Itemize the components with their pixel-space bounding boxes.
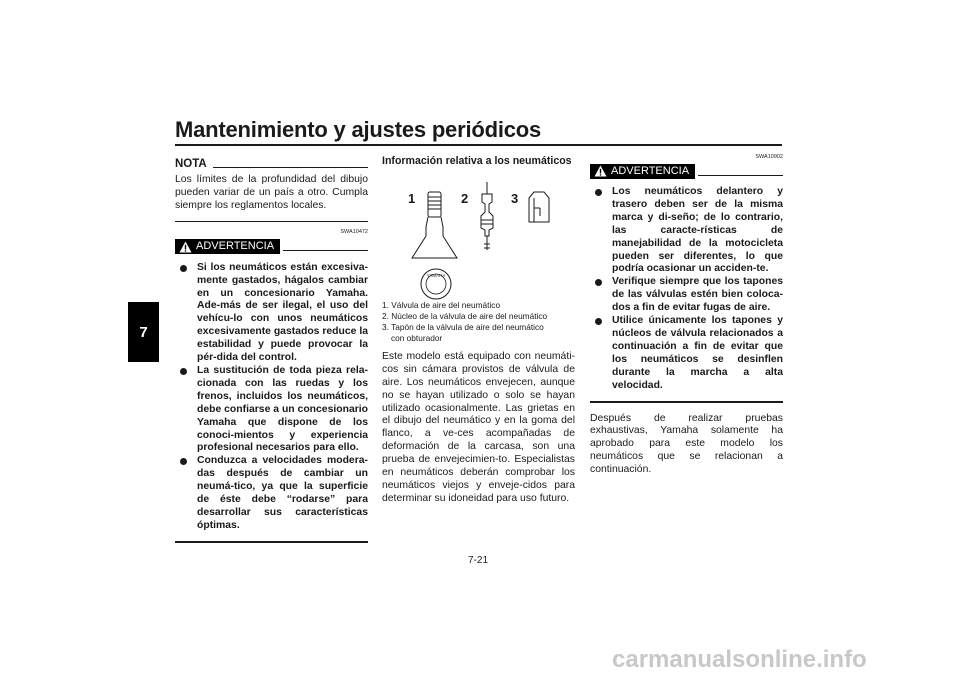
warning-label: ADVERTENCIA	[196, 240, 275, 253]
page-title: Mantenimiento y ajustes periódicos	[175, 117, 542, 142]
warning-rule	[283, 250, 368, 251]
valve-cap-icon	[529, 192, 549, 222]
list-item: Conduzca a velocidades modera-das después de cambiar un neumá-tico, ya que la superficie de éste debe “rodarse” para desarrollar sus características óptimas.	[175, 455, 368, 532]
nota-rule	[213, 167, 368, 168]
air-valve-icon	[412, 192, 457, 258]
figure-captions	[382, 300, 575, 344]
list-item: Si los neumáticos están excesiva-mente gastados, hágalos cambiar en un concesionario Yamaha. Ade-más de ser ilegal, el uso del vehícu-lo con unos neumáticos excesivamente gastados reduce la estabilidad y puede provocar la pér-dida del control.	[175, 262, 368, 365]
bullet-icon	[595, 279, 602, 286]
figure-number-1: 1	[408, 190, 416, 206]
warning-end-rule	[175, 541, 368, 543]
warning-list	[590, 186, 783, 393]
middle-column	[382, 155, 575, 506]
cap-brand-text: YAMAHA	[426, 272, 446, 278]
warning-header	[590, 163, 783, 179]
body-text: Después de realizar pruebas exhaustivas, Yamaha solamente ha aprobado para este modelo los neumáticos que se relacionan a continuación.	[590, 412, 783, 476]
bullet-icon	[180, 368, 187, 375]
nota-end-rule	[175, 221, 368, 222]
chapter-tab: 7	[128, 302, 159, 362]
watermark: carmanualsonline.info	[612, 646, 867, 673]
caption-3-cont: con obturador	[391, 332, 443, 343]
right-column	[590, 153, 783, 477]
caption-3: 3. Tapón de la válvula de aire del neumático	[382, 321, 544, 332]
figure-number-3: 3	[511, 190, 519, 206]
warning-badge	[175, 239, 280, 254]
figure-number-2: 2	[461, 190, 469, 206]
warning-badge	[590, 164, 695, 179]
bullet-icon	[180, 458, 187, 465]
bullet-icon	[595, 318, 602, 325]
list-item: Verifique siempre que los tapones de las válvulas estén bien coloca-dos a fin de evitar fugas de aire.	[590, 276, 783, 315]
title-rule	[175, 144, 782, 146]
warning-code: SWA10902	[755, 154, 783, 160]
caption-1: 1. Válvula de aire del neumático	[382, 299, 501, 310]
warning-code: SWA10472	[340, 228, 368, 235]
bullet-icon	[595, 189, 602, 196]
nota-text: Los límites de la profundidad del dibujo pueden variar de un país a otro. Cumpla siempre los reglamentos locales.	[175, 174, 368, 211]
warning-rule	[698, 175, 783, 176]
warning-icon	[594, 165, 607, 177]
list-item: La sustitución de toda pieza rela-cionada con las ruedas y los frenos, incluidos los neumáticos, debe confiarse a un concesionario Yamaha que dispone de los conoci-mientos y experiencia profesional necesarios para ello.	[175, 365, 368, 455]
valve-core-icon	[481, 182, 493, 250]
warning-label: ADVERTENCIA	[611, 164, 690, 177]
warning-end-rule	[590, 401, 783, 403]
body-text: Este modelo está equipado con neumáti-cos sin cámara provistos de válvula de aire. Los neumáticos envejecen, aunque no se hayan utilizado o solo se hayan utilizado ocasionalmente. Las grietas en el dibujo del neumático y en la goma del flanco, a ve-ces acompañadas de deformación de la carcasa, son una prueba de envejecimien-to. Especialistas en neumáticos deberán comprobar los neumáticos viejos y enveje-cidos para determinar su idoneidad para uso futuro.	[382, 350, 575, 504]
warning-header	[175, 239, 368, 255]
nota-header	[175, 157, 368, 171]
left-column	[175, 157, 368, 543]
list-item: Utilice únicamente los tapones y núcleos de válvula relacionados a continuación a fin de evitar que los neumáticos se desinflen durante la marcha a alta velocidad.	[590, 315, 783, 392]
valve-figure	[382, 172, 575, 300]
list-item: Los neumáticos delantero y trasero deben ser de la misma marca y di-seño; de lo contrario, las caracte-rísticas de manejabilidad de la motocicleta pueden ser diferentes, lo que podría ocasionar un acciden-te.	[590, 186, 783, 276]
warning-list	[175, 262, 368, 533]
bullet-icon	[180, 265, 187, 272]
page-number: 7-21	[468, 555, 489, 566]
valve-cap-top-icon	[421, 269, 451, 299]
nota-label: NOTA	[175, 158, 207, 171]
section-heading: Información relativa a los neumáticos	[382, 155, 572, 167]
caption-2: 2. Núcleo de la válvula de aire del neumático	[382, 310, 548, 321]
warning-icon	[179, 241, 192, 253]
